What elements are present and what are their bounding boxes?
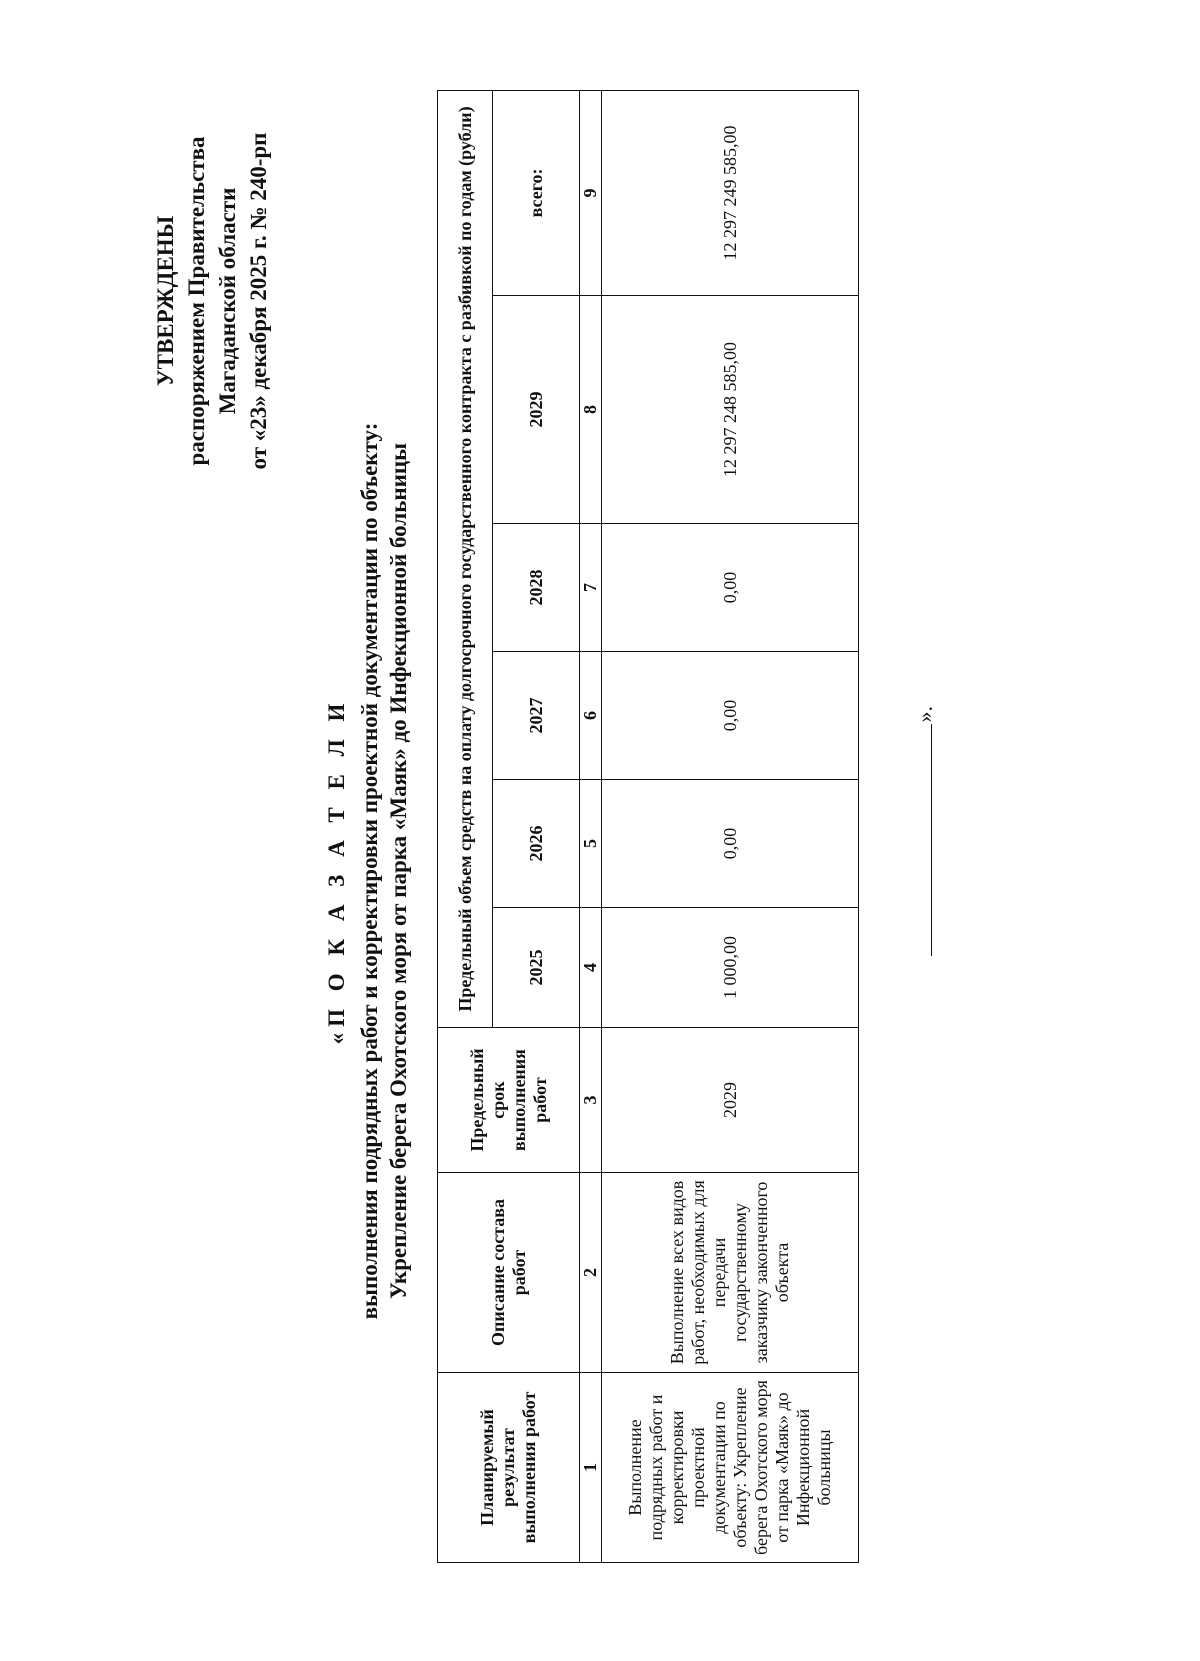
cell-deadline: 2029 [602,1028,859,1173]
cell-amount-2029: 12 297 248 585,00 [602,296,859,524]
closing-rule [931,724,932,956]
column-number: 1 [580,1373,602,1563]
header-year-2025: 2025 [493,908,580,1028]
approval-line-4: от «23» декабря 2025 г. № 240-рп [246,132,271,470]
header-funding-group: Предельный объем средств на оплату долгосрочного государственного контракта с разбивкой по годам (рубли) [438,90,493,1027]
column-number: 7 [580,524,602,652]
header-total: всего: [493,90,580,295]
approval-line-2: распоряжением Правительства [184,136,209,466]
cell-amount-2027: 0,00 [602,652,859,780]
closing-line [908,706,938,956]
cell-planned-result: Выполнение подрядных работ и корректировки проектной документации по объекту: Укрепление берега Охотского моря от парка «Маяк» до Инфекционной больницы [602,1373,859,1563]
column-number: 2 [580,1173,602,1373]
cell-amount-2028: 0,00 [602,524,859,652]
indicators-table [437,90,859,1563]
header-year-2028: 2028 [493,524,580,652]
closing-quote-mark: ». [912,706,937,723]
header-year-2027: 2027 [493,652,580,780]
column-number: 8 [580,296,602,524]
column-number: 3 [580,1028,602,1173]
header-year-2029: 2029 [493,296,580,524]
document-title [322,221,413,1521]
title-line-1: выполнения подрядных работ и корректировки проектной документации по объекту: [357,422,382,1320]
cell-amount-2026: 0,00 [602,780,859,908]
cell-work-description: Выполнение всех видов работ, необходимых для передачи государственному заказчику законченного объекта [602,1173,859,1373]
cell-amount-total: 12 297 249 585,00 [602,90,859,295]
approval-block [150,81,274,521]
approval-line-1: УТВЕРЖДЕНЫ [153,215,178,387]
cell-amount-2025: 1 000,00 [602,908,859,1028]
column-number: 9 [580,90,602,295]
column-number: 6 [580,652,602,780]
approval-line-3: Магаданской области [215,187,240,415]
header-work-description: Описание состава работ [438,1173,580,1373]
table-row [602,90,859,1562]
column-number: 5 [580,780,602,908]
column-number: 4 [580,908,602,1028]
header-deadline: Предельный срок выполнения работ [438,1028,580,1173]
header-year-2026: 2026 [493,780,580,908]
title-line-2: Укрепление берега Охотского моря от парка «Маяк» до Инфекционной больницы [386,442,411,1300]
title-heading: «П О К А З А Т Е Л И [324,697,349,1045]
header-planned-result: Планируемый результат выполнения работ [438,1373,580,1563]
